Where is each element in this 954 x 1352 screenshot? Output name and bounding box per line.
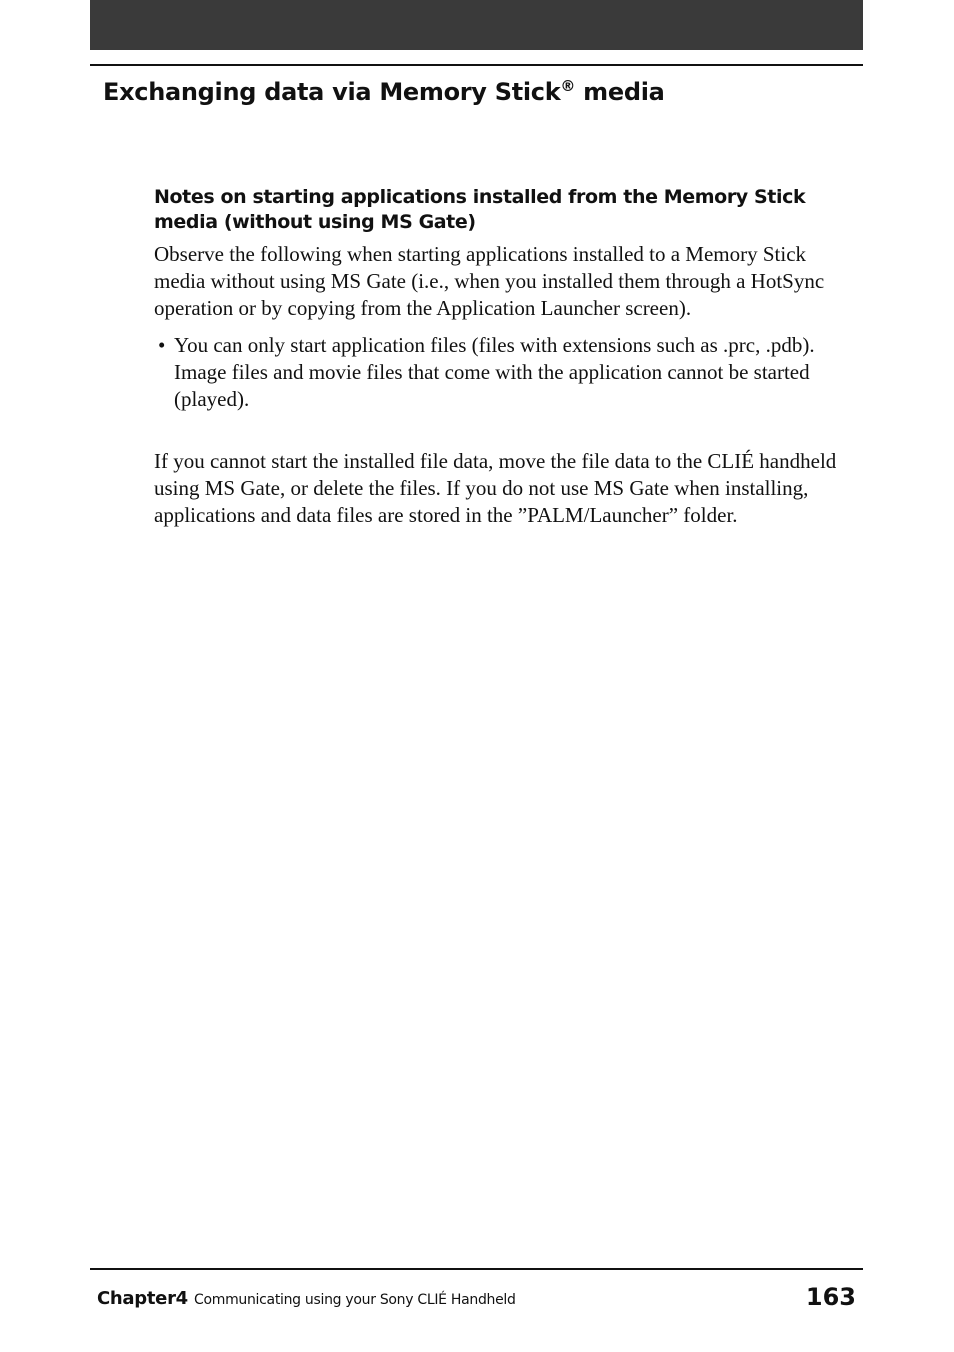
section-title-tail: media: [575, 78, 665, 106]
closing-paragraph: If you cannot start the installed file data, move the file data to the CLIÉ handheld using MS Gate, or delete the files. If you do not use MS Gate when installing, applications and data files are stored in the ”PALM/Launcher” folder.: [154, 449, 837, 527]
header-bar: [90, 0, 863, 50]
section-title: [103, 74, 665, 110]
header-divider: [90, 64, 863, 66]
footer-chapter-title: Communicating using your Sony CLIÉ Handheld: [194, 1292, 516, 1308]
footer-divider: [90, 1268, 863, 1270]
footer-chapter-label: Chapter4: [97, 1288, 188, 1309]
section-title-main: Exchanging data via Memory Stick: [103, 78, 561, 106]
intro-paragraph: Observe the following when starting applications installed to a Memory Stick media without using MS Gate (i.e., when you installed them through a HotSync operation or by copying from the Application Launcher screen).: [154, 242, 825, 320]
bullet-list: [156, 332, 856, 413]
bullet-text: You can only start application files (files with extensions such as .prc, .pdb). Image files and movie files that come with the application cannot be started (played).: [174, 333, 815, 411]
subheading: Notes on starting applications installed from the Memory Stick media (without using MS Gate): [154, 186, 806, 233]
page-number: 163: [805, 1283, 856, 1311]
bullet-item: [156, 332, 856, 413]
bullet-icon: •: [158, 333, 166, 357]
registered-mark: ®: [560, 77, 576, 95]
